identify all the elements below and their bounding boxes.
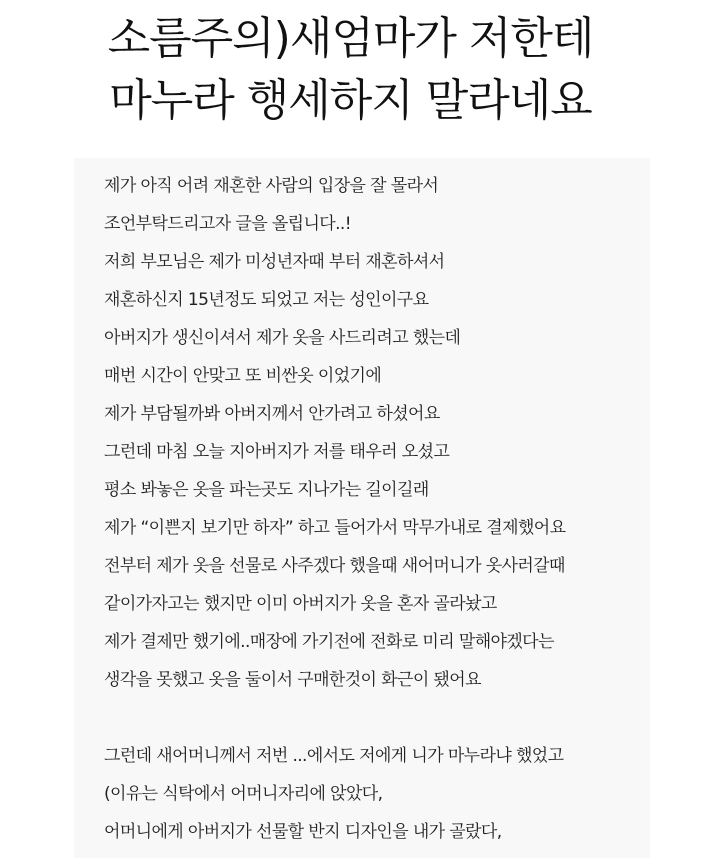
body-line: 재혼하신지 15년정도 되었고 저는 성인이구요: [104, 290, 429, 310]
title-line-1: 소름주의)새엄마가 저한테: [107, 13, 594, 64]
body-line: 생각을 못했고 옷을 둘이서 구매한것이 화근이 됐어요: [104, 670, 481, 690]
body-line: 어머니에게 아버지가 선물할 반지 디자인을 내가 골랐다,: [104, 822, 502, 842]
post-title: [0, 8, 701, 132]
body-line: 그런데 마침 오늘 지아버지가 저를 태우러 오셨고: [104, 442, 450, 462]
body-line: 그런데 새어머니께서 저번 ...에서도 저에게 니가 마누라냐 했었고: [104, 746, 564, 766]
body-line: 저희 부모님은 제가 미성년자때 부터 재혼하셔서: [104, 252, 445, 272]
body-line: (이유는 식탁에서 어머니자리에 앉았다,: [104, 784, 383, 804]
body-line: 제가 부담될까봐 아버지께서 안가려고 하셨어요: [104, 404, 440, 424]
body-line: 전부터 제가 옷을 선물로 사주겠다 했을때 새어머니가 옷사러갈때: [104, 556, 565, 576]
body-line: 조언부탁드리고자 글을 올립니다..!: [104, 214, 351, 234]
body-line: 같이가자고는 했지만 이미 아버지가 옷을 혼자 골라놨고: [104, 594, 497, 614]
body-line: 아버지가 생신이셔서 제가 옷을 사드리려고 했는데: [104, 328, 461, 348]
body-line: 제가 아직 어려 재혼한 사람의 입장을 잘 몰라서: [104, 176, 439, 196]
body-line: 제가 “이쁜지 보기만 하자” 하고 들어가서 막무가내로 결제했어요: [104, 518, 566, 538]
body-line: 제가 결제만 했기에..매장에 가기전에 전화로 미리 말해야겠다는: [104, 632, 554, 652]
body-line: 평소 봐놓은 옷을 파는곳도 지나가는 길이길래: [104, 480, 429, 500]
title-line-2: 마누라 행세하지 말라네요: [109, 75, 592, 126]
body-line: 매번 시간이 안맞고 또 비싼옷 이었기에: [104, 366, 382, 386]
